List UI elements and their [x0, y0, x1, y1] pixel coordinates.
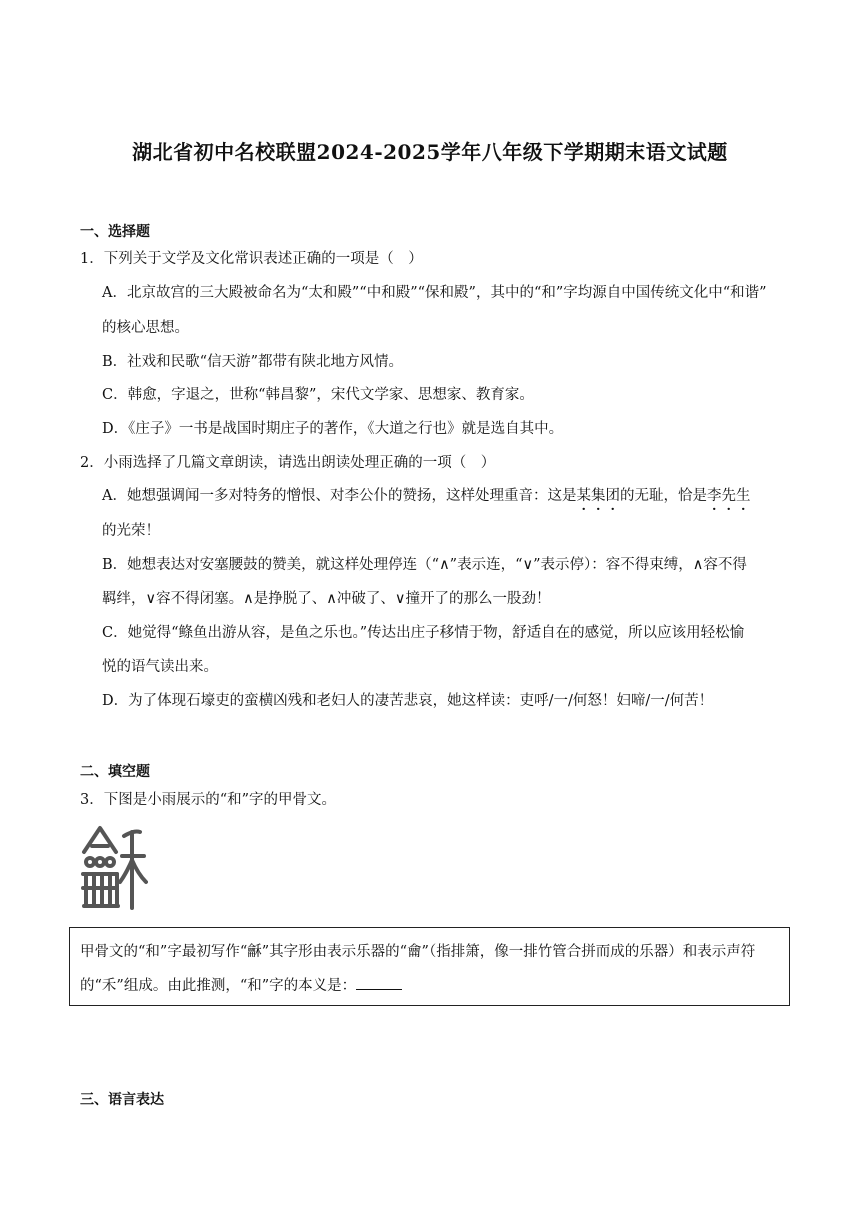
question-2-option-a	[102, 484, 750, 505]
stressed-char: 先	[721, 488, 736, 504]
question-3-stem: 3．下图是小雨展示的“和”字的甲骨文。	[80, 792, 337, 808]
stressed-char: 团	[605, 488, 620, 504]
stressed-char: 集	[590, 488, 606, 504]
question-2-option-d: D．为了体现石壕吏的蛮横凶残和老妇人的凄苦悲哀，她这样读：吏呼/一/何怒！妇啼/一/何苦！	[102, 693, 714, 709]
question-2-option-b: B．她想表达对安塞腰鼓的赞美，就这样处理停连（“∧”表示连，“∨”表示停）：容不得束缚，∧容不得	[102, 557, 747, 573]
stressed-char: 某	[576, 488, 591, 504]
explanation-line-1: 甲骨文的“和”字最初写作“龢”其字形由表示乐器的“龠”（指排箫，像一排竹管合拼而成的乐器）和表示声符	[80, 944, 756, 960]
question-2-option-b-cont: 羁绊，∨容不得闭塞。∧是挣脱了、∧冲破了、∨撞开了的那么一股劲！	[102, 591, 551, 607]
question-1-option-b: B．社戏和民歌“信天游”都带有陕北地方风情。	[102, 354, 403, 370]
answer-blank[interactable]	[356, 975, 402, 990]
section-heading-fill-in: 二、填空题	[80, 764, 150, 780]
question-1-option-d: D．《庄子》一书是战国时期庄子的著作，《大道之行也》就是选自其中。	[102, 421, 564, 437]
stressed-char: 生	[735, 488, 751, 504]
question-2-option-c-cont: 悦的语气读出来。	[102, 659, 218, 675]
question-1-option-a-cont: 的核心思想。	[102, 320, 189, 336]
explanation-line-2	[80, 974, 402, 995]
question-1-option-c: C．韩愈，字退之，世称“韩昌黎”，宋代文学家、思想家、教育家。	[102, 387, 534, 403]
question-2-stem: 2．小雨选择了几篇文章朗读，请选出朗读处理正确的一项（ ）	[80, 455, 496, 471]
question-1-option-a: A．北京故宫的三大殿被命名为“太和殿”“中和殿”“保和殿”，其中的“和”字均源自中国传统文化中“和谐”	[102, 285, 767, 301]
question-2-option-a-cont: 的光荣！	[102, 523, 160, 539]
section-heading-language-expression: 三、语言表达	[80, 1092, 164, 1108]
question-2-option-c: C．她觉得“鲦鱼出游从容，是鱼之乐也。”传达出庄子移情于物，舒适自在的感觉，所以应该用轻松愉	[102, 625, 745, 641]
stressed-char: 李	[706, 488, 722, 504]
page-title: 湖北省初中名校联盟2024-2025学年八年级下学期期末语文试题	[132, 140, 728, 164]
question-1-stem: 1．下列关于文学及文化常识表述正确的一项是（ ）	[80, 251, 423, 267]
section-heading-choice: 一、选择题	[80, 224, 150, 240]
option-a-text: A．她想强调闻一多对特务的憎恨、对李公仆的赞扬，这样处理重音：这是	[102, 488, 577, 504]
option-a-text: 的无耻，恰是	[619, 488, 707, 504]
explanation-text: 的“禾”组成。由此推测，“和”字的本义是：	[80, 978, 357, 994]
oracle-bone-he-glyph-icon	[78, 822, 148, 914]
oracle-bone-glyph-svg	[78, 822, 148, 914]
explanation-box	[69, 927, 790, 1006]
